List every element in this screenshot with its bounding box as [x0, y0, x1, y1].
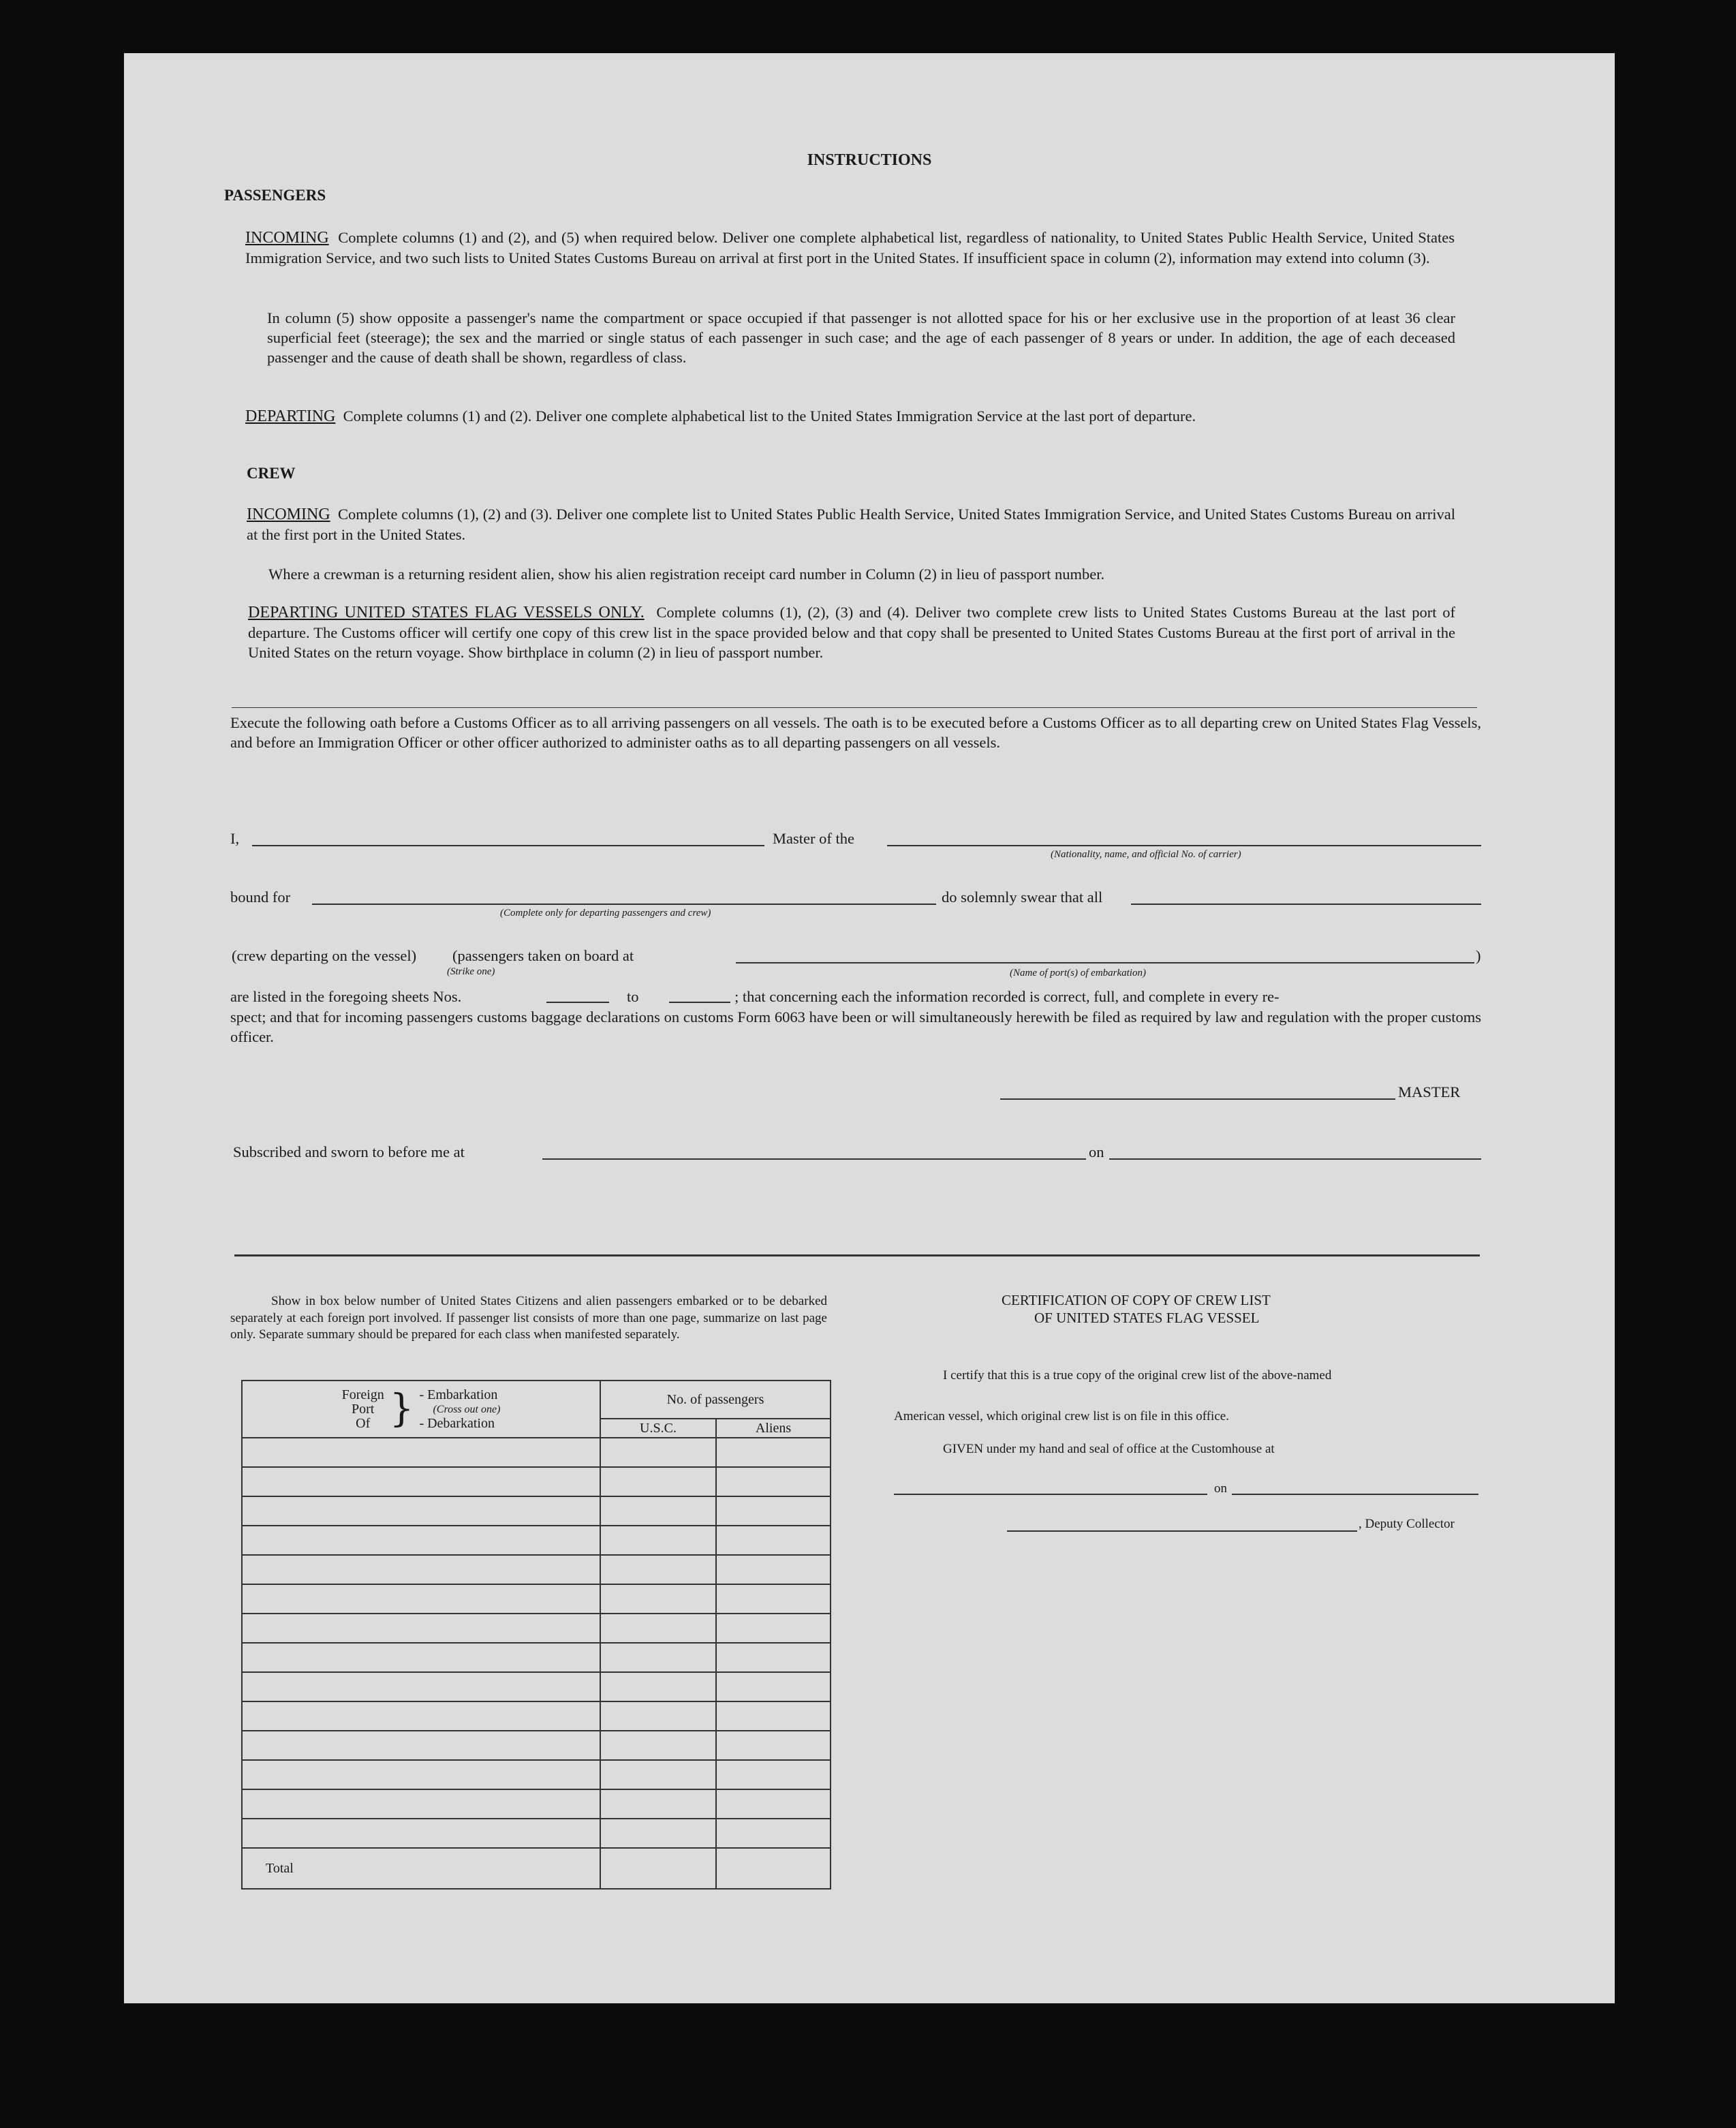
summary-row: [242, 1789, 831, 1819]
port-cell[interactable]: [242, 1496, 600, 1526]
passengers-incoming-lead: INCOMING: [245, 229, 329, 247]
embarkation-label: - Embarkation: [419, 1387, 498, 1402]
master-signature-field[interactable]: [1000, 1098, 1395, 1100]
usc-cell[interactable]: [600, 1760, 716, 1789]
crew-departing-option: (crew departing on the vessel): [232, 947, 417, 964]
total-usc-cell[interactable]: [600, 1848, 716, 1889]
oath-i-label: I,: [230, 830, 240, 847]
crew-incoming-lead: INCOMING: [247, 506, 330, 523]
document-page: [124, 53, 1615, 2003]
foreign-label: Foreign: [341, 1387, 384, 1402]
bound-for-label: bound for: [230, 889, 291, 906]
summary-row: [242, 1643, 831, 1672]
aliens-cell[interactable]: [716, 1496, 831, 1526]
listed-text-a: are listed in the foregoing sheets Nos.: [230, 988, 462, 1005]
customhouse-field[interactable]: [894, 1494, 1207, 1495]
section-divider: [232, 707, 1477, 708]
usc-cell[interactable]: [600, 1467, 716, 1496]
listed-text-c: spect; and that for incoming passengers customs baggage declarations on customs Form 6063 have been or will simultaneously herewith be filed as required by law and regulation with the proper customs officer.: [230, 1008, 1481, 1045]
foreign-port-header: [242, 1381, 600, 1438]
sheet-to-field[interactable]: [669, 1002, 730, 1003]
passengers-departing-text: Complete columns (1) and (2). Deliver one complete alphabetical list to the United States Immigration Service at the last port of departure.: [343, 407, 1196, 425]
usc-cell[interactable]: [600, 1496, 716, 1526]
strike-caption: (Strike one): [447, 966, 495, 977]
port-cell[interactable]: [242, 1701, 600, 1731]
summary-row: [242, 1467, 831, 1496]
crew-departing-paragraph: [248, 602, 1455, 662]
summary-instructions: Show in box below number of United States Citizens and alien passengers embarked or to be debarked separately at each foreign port involved. If passenger list consists of more than one page, summarize on last page only. Separate summary should be prepared for each class when manifested separately.: [230, 1294, 827, 1342]
no-passengers-header: No. of passengers: [600, 1381, 831, 1419]
aliens-cell[interactable]: [716, 1526, 831, 1555]
oath-intro: Execute the following oath before a Customs Officer as to all arriving passengers on all vessels. The oath is to be executed before a Customs Officer as to all departing crew on United States Flag Vessels, and before an Immigration Officer or other officer authorized to administer oaths as to all departing passengers on all vessels.: [230, 714, 1481, 751]
aliens-cell[interactable]: [716, 1760, 831, 1789]
port-cell[interactable]: [242, 1467, 600, 1496]
crew-heading: CREW: [247, 465, 296, 482]
port-cell[interactable]: [242, 1789, 600, 1819]
usc-cell[interactable]: [600, 1819, 716, 1848]
usc-header: U.S.C.: [600, 1419, 716, 1438]
certification-title-1: CERTIFICATION OF COPY OF CREW LIST: [1002, 1292, 1271, 1308]
page-title: INSTRUCTIONS: [807, 151, 932, 169]
crew-incoming-paragraph: [247, 504, 1455, 544]
aliens-cell[interactable]: [716, 1614, 831, 1643]
subscribed-label: Subscribed and sworn to before me at: [233, 1143, 465, 1160]
port-cell[interactable]: [242, 1672, 600, 1701]
usc-cell[interactable]: [600, 1672, 716, 1701]
summary-row: [242, 1584, 831, 1614]
aliens-cell[interactable]: [716, 1731, 831, 1760]
subscribed-date-field[interactable]: [1109, 1158, 1481, 1160]
subscribed-on-label: on: [1089, 1143, 1104, 1160]
certification-title-2: OF UNITED STATES FLAG VESSEL: [1034, 1310, 1260, 1326]
certify-text-1: I certify that this is a true copy of the original crew list of the above-named: [943, 1368, 1332, 1383]
given-text: GIVEN under my hand and seal of office at the Customhouse at: [943, 1442, 1275, 1456]
total-text: Total: [266, 1860, 294, 1876]
usc-cell[interactable]: [600, 1526, 716, 1555]
passengers-incoming-paragraph: [245, 228, 1455, 268]
aliens-cell[interactable]: [716, 1819, 831, 1848]
summary-row: [242, 1819, 831, 1848]
aliens-cell[interactable]: [716, 1467, 831, 1496]
port-cell[interactable]: [242, 1643, 600, 1672]
total-row: [242, 1848, 831, 1889]
passengers-taken-option: (passengers taken on board at: [452, 947, 634, 964]
port-cell[interactable]: [242, 1584, 600, 1614]
summary-row: [242, 1496, 831, 1526]
usc-cell[interactable]: [600, 1731, 716, 1760]
carrier-field[interactable]: [887, 845, 1481, 846]
aliens-cell[interactable]: [716, 1701, 831, 1731]
certify-text-2: American vessel, which original crew list is on file in this office.: [894, 1409, 1229, 1423]
aliens-cell[interactable]: [716, 1672, 831, 1701]
usc-cell[interactable]: [600, 1555, 716, 1584]
port-cell[interactable]: [242, 1819, 600, 1848]
usc-cell[interactable]: [600, 1438, 716, 1467]
port-caption: (Name of port(s) of embarkation): [1010, 968, 1146, 978]
crew-departing-lead: DEPARTING UNITED STATES FLAG VESSELS ONLY.: [248, 604, 645, 621]
swear-label: do solemnly swear that all: [942, 889, 1103, 906]
crew-incoming-text: Complete columns (1), (2) and (3). Deliver one complete list to United States Public Health Service, United States Immigration Service, and United States Customs Bureau on arrival at the first port in the United States.: [247, 506, 1455, 543]
bottom-divider: [234, 1254, 1480, 1256]
crew-departing-text: Complete columns (1), (2), (3) and (4). Deliver two complete crew lists to United States Customs Bureau at the last port of departure. The Customs officer will certify one copy of this crew list in the space provided below and that copy shall be presented to United States Customs Bureau at the first port of arrival in the United States on the return voyage. Show birthplace in column (2) in lieu of passport number.: [248, 604, 1456, 661]
passengers-heading: PASSENGERS: [224, 187, 326, 204]
usc-cell[interactable]: [600, 1789, 716, 1819]
sheet-from-field[interactable]: [546, 1002, 609, 1003]
port-cell[interactable]: [242, 1526, 600, 1555]
total-aliens-cell[interactable]: [716, 1848, 831, 1889]
usc-cell[interactable]: [600, 1701, 716, 1731]
summary-row: [242, 1614, 831, 1643]
summary-row: [242, 1526, 831, 1555]
listed-text-b: ; that concerning each the information recorded is correct, full, and complete in every re-: [734, 988, 1280, 1005]
aliens-cell[interactable]: [716, 1789, 831, 1819]
listed-to-label: to: [627, 988, 639, 1005]
passengers-departing-paragraph: [245, 406, 1455, 427]
master-name-field[interactable]: [252, 845, 764, 846]
usc-cell[interactable]: [600, 1584, 716, 1614]
swear-field[interactable]: [1131, 904, 1481, 905]
crew-resident-paragraph: Where a crewman is a returning resident alien, show his alien registration receipt card number in Column (2) in lieu of passport number.: [268, 566, 1105, 583]
summary-row: [242, 1672, 831, 1701]
summary-row: [242, 1701, 831, 1731]
port-embarkation-field[interactable]: [736, 962, 1474, 963]
port-cell[interactable]: [242, 1555, 600, 1584]
summary-row: [242, 1731, 831, 1760]
summary-rows: [242, 1438, 831, 1848]
brace-glyph: }: [389, 1387, 414, 1431]
usc-cell[interactable]: [600, 1614, 716, 1643]
bound-caption: (Complete only for departing passengers and crew): [500, 908, 711, 919]
port-cell[interactable]: [242, 1731, 600, 1760]
passengers-departing-lead: DEPARTING: [245, 407, 336, 425]
aliens-cell[interactable]: [716, 1643, 831, 1672]
carrier-caption: (Nationality, name, and official No. of carrier): [1051, 849, 1241, 860]
aliens-cell[interactable]: [716, 1584, 831, 1614]
summary-row: [242, 1760, 831, 1789]
passenger-summary-table: [241, 1380, 831, 1890]
deputy-signature-field[interactable]: [1007, 1530, 1357, 1532]
certification-date-field[interactable]: [1232, 1494, 1478, 1495]
deputy-collector-label: , Deputy Collector: [1359, 1517, 1455, 1531]
cross-out-label: (Cross out one): [433, 1403, 501, 1415]
summary-row: [242, 1438, 831, 1467]
summary-row: [242, 1555, 831, 1584]
debarkation-label: - Debarkation: [419, 1415, 495, 1431]
bound-for-field[interactable]: [312, 904, 936, 905]
aliens-cell[interactable]: [716, 1438, 831, 1467]
port-cell[interactable]: [242, 1438, 600, 1467]
usc-cell[interactable]: [600, 1643, 716, 1672]
total-label: [242, 1848, 600, 1889]
master-of-label: Master of the: [773, 830, 854, 847]
passengers-column5-paragraph: In column (5) show opposite a passenger's name the compartment or space occupied if that passenger is not allotted space for his or her exclusive use in the proportion of at least 36 clear superficial feet (steerage); the sex and the married or single status of each passenger in such case; and the age of each passenger of 8 years or under. In addition, the age of each deceased passenger and the cause of death shall be shown, regardless of class.: [267, 309, 1455, 366]
close-paren: ): [1476, 947, 1481, 964]
certification-on-label: on: [1214, 1481, 1227, 1496]
port-cell[interactable]: [242, 1760, 600, 1789]
aliens-cell[interactable]: [716, 1555, 831, 1584]
of-label: Of: [356, 1415, 371, 1431]
port-label: Port: [352, 1401, 375, 1417]
subscribed-place-field[interactable]: [542, 1158, 1086, 1160]
passengers-incoming-text: Complete columns (1) and (2), and (5) when required below. Deliver one complete alphabetical list, regardless of nationality, to United States Public Health Service, United States Immigration Service, and two such lists to United States Customs Bureau on arrival at first port in the United States. If insufficient space in column (2), information may extend into column (3).: [245, 229, 1455, 266]
master-label: MASTER: [1398, 1083, 1461, 1100]
aliens-header: Aliens: [716, 1419, 831, 1438]
port-cell[interactable]: [242, 1614, 600, 1643]
